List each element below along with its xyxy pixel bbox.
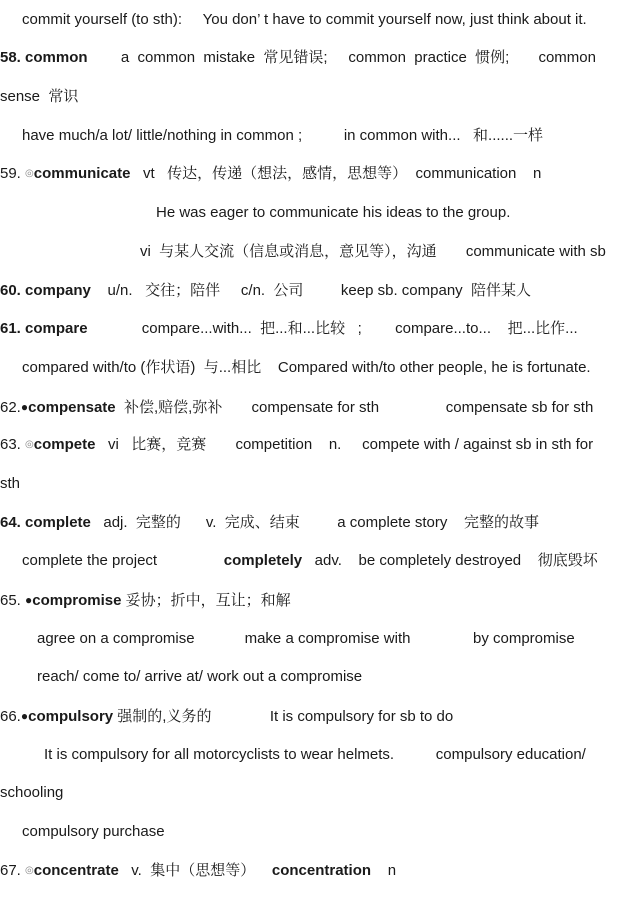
- text-segment: sense 常识: [0, 88, 79, 105]
- text-line: [44, 745, 586, 765]
- text-segment: adj. 完整的 v. 完成、结束 a complete story 完整的故事: [90, 514, 540, 531]
- text-segment: compared with/to (作状语) 与...相比 Compared with/to other people, he is fortunate.: [22, 359, 591, 376]
- text-segment: 59.: [0, 165, 26, 182]
- text-segment: vt 传达，传递（想法，感情，思想等） communication n: [130, 165, 542, 182]
- headword: compete: [33, 436, 96, 453]
- text-line: [140, 242, 606, 262]
- text-line: [37, 629, 575, 649]
- headword: compulsory: [28, 708, 114, 725]
- headword: 58. common: [0, 49, 88, 66]
- headword: 61. compare: [0, 320, 88, 337]
- text-segment: compare...with... 把...和...比较 ; compare...to... 把...比作...: [87, 320, 578, 337]
- text-segment: 妥协；折中，互让；和解: [121, 592, 291, 609]
- text-segment: agree on a compromise make a compromise with by compromise: [37, 630, 575, 647]
- text-segment: 67.: [0, 862, 26, 879]
- text-segment: have much/a lot/ little/nothing in common ; in common with... 和......一样: [22, 127, 544, 144]
- text-segment: vi 与某人交流（信息或消息，意见等），沟通 communicate with sb: [140, 243, 606, 260]
- ring-bullet-icon: ◎: [25, 168, 34, 179]
- dot-bullet-icon: ●: [20, 400, 29, 414]
- text-line: [0, 513, 539, 533]
- text-segment: schooling: [0, 784, 64, 801]
- headword: concentrate: [33, 862, 119, 879]
- text-segment: 强制的,义务的 It is compulsory for sb to do: [113, 708, 454, 725]
- text-line: [37, 667, 362, 687]
- text-segment: u/n. 交往；陪伴 c/n. 公司 keep sb. company 陪伴某人: [90, 282, 531, 299]
- text-segment: 65.: [0, 592, 26, 609]
- headword: communicate: [33, 165, 131, 182]
- text-line: [156, 203, 510, 223]
- text-line: [0, 319, 578, 339]
- text-line: [0, 87, 78, 107]
- text-segment: sth: [0, 475, 21, 492]
- text-line: [0, 861, 396, 881]
- text-line: [22, 10, 587, 30]
- text-segment: compulsory purchase: [22, 823, 165, 840]
- text-segment: 补偿,赔偿,弥补 compensate for sth compensate sb for sth: [115, 399, 594, 416]
- headword: compensate: [28, 399, 116, 416]
- text-segment: reach/ come to/ arrive at/ work out a compromise: [37, 668, 363, 685]
- text-line: [22, 822, 165, 842]
- text-segment: v. 集中（思想等）: [118, 862, 272, 879]
- text-segment: 63.: [0, 436, 26, 453]
- text-line: [0, 474, 20, 494]
- dot-bullet-icon: ●: [25, 593, 33, 607]
- text-segment: He was eager to communicate his ideas to the group.: [156, 204, 511, 221]
- text-line: [22, 126, 543, 146]
- text-segment: adv. be completely destroyed 彻底毁坏: [302, 552, 598, 569]
- text-segment: a common mistake 常见错误; common practice 惯例; common: [87, 49, 596, 66]
- text-line: [0, 397, 593, 417]
- headword: 64. complete: [0, 514, 91, 531]
- ring-bullet-icon: ◎: [25, 439, 34, 450]
- text-segment: It is compulsory for all motorcyclists to wear helmets. compulsory education/: [44, 746, 586, 763]
- text-segment: 66.: [0, 708, 21, 725]
- headword: compromise: [32, 592, 122, 609]
- headword: concentration: [271, 862, 372, 879]
- text-segment: n: [371, 862, 397, 879]
- ring-bullet-icon: ◎: [25, 865, 34, 876]
- text-segment: 62.: [0, 399, 21, 416]
- text-line: [0, 281, 531, 301]
- text-line: [0, 164, 541, 184]
- headword: completely: [223, 552, 303, 569]
- text-line: [0, 590, 291, 610]
- text-segment: commit yourself (to sth): You don’ t have to commit yourself now, just think about it.: [22, 11, 587, 28]
- text-line: [0, 706, 453, 726]
- text-line: [0, 48, 596, 68]
- text-line: [22, 358, 591, 378]
- text-line: [22, 551, 598, 571]
- dot-bullet-icon: ●: [20, 709, 29, 723]
- text-segment: complete the project: [22, 552, 224, 569]
- text-line: [0, 783, 63, 803]
- text-segment: vi 比赛，竞赛 competition n. compete with / against sb in sth for: [95, 436, 594, 453]
- text-line: [0, 435, 593, 455]
- headword: 60. company: [0, 282, 91, 299]
